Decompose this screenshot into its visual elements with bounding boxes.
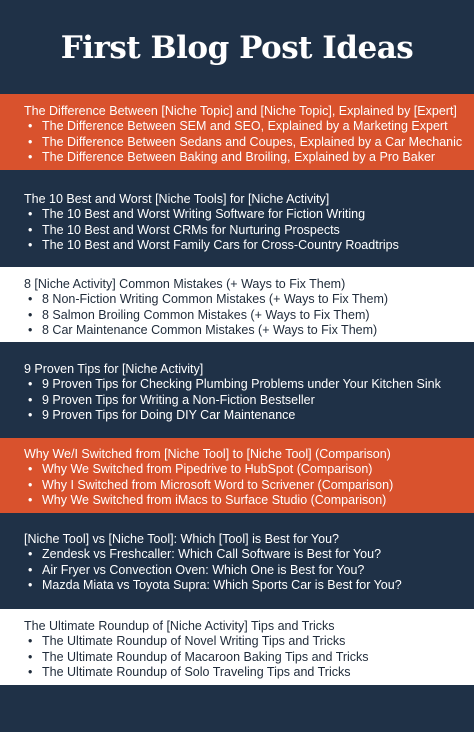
section-title: The Difference Between [Niche Topic] and [Niche Topic], Explained by [Expert]	[24, 104, 457, 118]
list-item: • 8 Car Maintenance Common Mistakes (+ Ways to Fix Them)	[24, 323, 464, 339]
section-ultimate-roundup	[0, 609, 474, 685]
list-item: • Why We Switched from iMacs to Surface Studio (Comparison)	[24, 493, 464, 509]
list-item: • Why We Switched from Pipedrive to HubSpot (Comparison)	[24, 462, 464, 478]
list-item: • 9 Proven Tips for Writing a Non-Fiction Bestseller	[24, 393, 464, 409]
page-title: First Blog Post Ideas	[60, 30, 414, 66]
section-title: The 10 Best and Worst [Niche Tools] for [Niche Activity]	[24, 192, 330, 206]
list-item: • The 10 Best and Worst Family Cars for Cross-Country Roadtrips	[24, 238, 464, 254]
example-list	[24, 119, 464, 166]
example-list	[24, 634, 464, 681]
example-list	[24, 547, 464, 594]
section-best-and-worst	[0, 183, 474, 259]
list-item: • Air Fryer vs Convection Oven: Which One is Best for You?	[24, 563, 464, 579]
section-title: The Ultimate Roundup of [Niche Activity] Tips and Tricks	[24, 619, 335, 633]
section-title: Why We/I Switched from [Niche Tool] to [Niche Tool] (Comparison)	[24, 447, 391, 461]
list-item: • The Difference Between Sedans and Coupes, Explained by a Car Mechanic	[24, 135, 464, 151]
example-list	[24, 377, 464, 424]
list-item: • Zendesk vs Freshcaller: Which Call Software is Best for You?	[24, 547, 464, 563]
example-list	[24, 462, 464, 509]
section-tool-vs-tool	[0, 522, 474, 598]
list-item: • 8 Non-Fiction Writing Common Mistakes (+ Ways to Fix Them)	[24, 292, 464, 308]
list-item: • The 10 Best and Worst CRMs for Nurturing Prospects	[24, 223, 464, 239]
list-item: • The 10 Best and Worst Writing Software for Fiction Writing	[24, 207, 464, 223]
list-item: • The Ultimate Roundup of Novel Writing Tips and Tricks	[24, 634, 464, 650]
section-difference-between	[0, 94, 474, 170]
example-list	[24, 292, 464, 339]
list-item: • Mazda Miata vs Toyota Supra: Which Sports Car is Best for You?	[24, 578, 464, 594]
section-title: 8 [Niche Activity] Common Mistakes (+ Ways to Fix Them)	[24, 277, 346, 291]
section-common-mistakes	[0, 267, 474, 342]
list-item: • The Ultimate Roundup of Solo Traveling Tips and Tricks	[24, 665, 464, 681]
example-list	[24, 207, 464, 254]
section-title: 9 Proven Tips for [Niche Activity]	[24, 362, 204, 376]
section-why-we-switched	[0, 438, 474, 513]
section-proven-tips	[0, 352, 474, 428]
list-item: • Why I Switched from Microsoft Word to Scrivener (Comparison)	[24, 478, 464, 494]
section-title: [Niche Tool] vs [Niche Tool]: Which [Tool] is Best for You?	[24, 532, 339, 546]
list-item: • 8 Salmon Broiling Common Mistakes (+ Ways to Fix Them)	[24, 308, 464, 324]
list-item: • The Ultimate Roundup of Macaroon Baking Tips and Tricks	[24, 650, 464, 666]
list-item: • The Difference Between Baking and Broiling, Explained by a Pro Baker	[24, 150, 464, 166]
list-item: • 9 Proven Tips for Checking Plumbing Problems under Your Kitchen Sink	[24, 377, 464, 393]
list-item: • 9 Proven Tips for Doing DIY Car Maintenance	[24, 408, 464, 424]
list-item: • The Difference Between SEM and SEO, Explained by a Marketing Expert	[24, 119, 464, 135]
